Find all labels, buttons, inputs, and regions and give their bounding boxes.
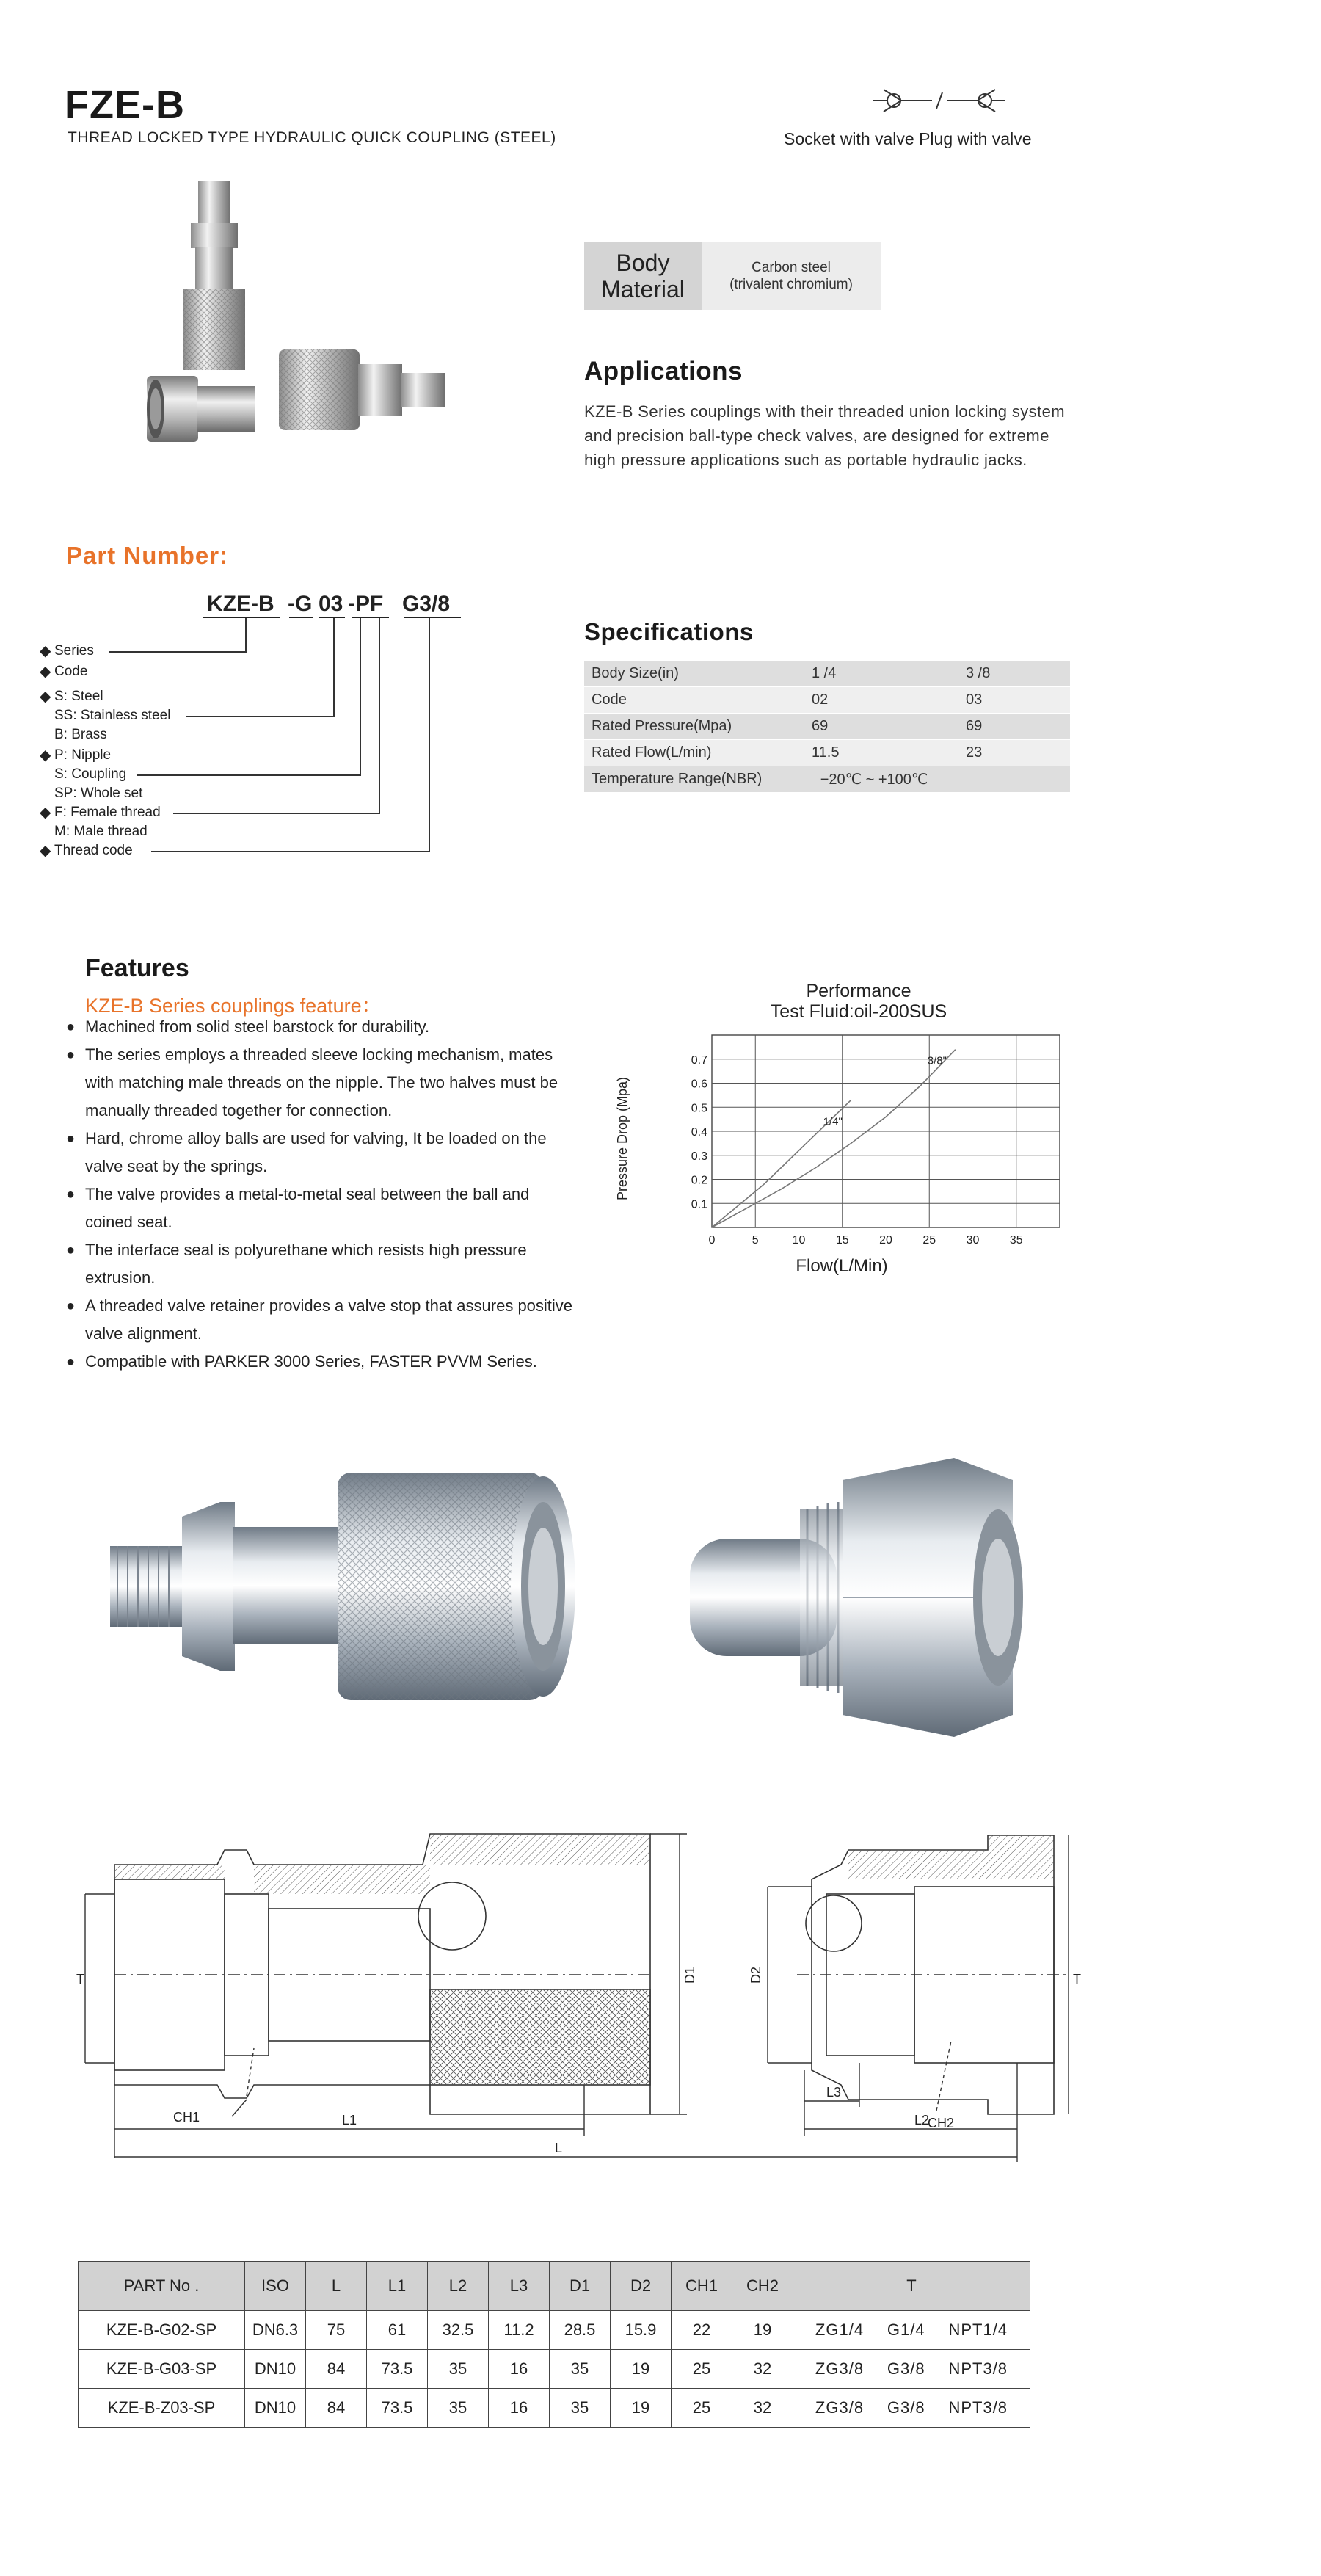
feature-item: ● Hard, chrome alloy balls are used for valving, It be loaded on the valve seat by the springs. [66, 1125, 580, 1180]
cell-part: KZE-B-Z03-SP [79, 2389, 245, 2428]
thread-zg: ZG3/8 [815, 2398, 865, 2417]
cell-L2: 32.5 [428, 2311, 489, 2350]
x-tick-label: 5 [752, 1234, 759, 1247]
dim-label-T2: T [1073, 1972, 1081, 1987]
cell-L: 75 [306, 2311, 367, 2350]
col-header: D1 [550, 2262, 611, 2311]
cell-D2: 19 [611, 2350, 672, 2389]
thread-npt: NPT3/8 [948, 2398, 1008, 2417]
legend-bullet-icon: ◆ [40, 689, 51, 705]
legend-bullet-icon: ◆ [40, 747, 51, 763]
features-list [66, 1013, 580, 1376]
cell-L3: 11.2 [489, 2311, 550, 2350]
connector-line [151, 851, 430, 852]
cell-L: 84 [306, 2350, 367, 2389]
pn-code-size: 03 [319, 592, 343, 616]
performance-chart [609, 1025, 1064, 1289]
feature-item: ● The interface seal is polyurethane which resists high pressure extrusion. [66, 1236, 580, 1292]
pn-underline [319, 617, 345, 618]
table-row [79, 2389, 1030, 2428]
series-label: 1/4" [823, 1115, 843, 1128]
chart-subtitle: Test Fluid:oil-200SUS [770, 1001, 947, 1022]
connector-line [429, 618, 430, 852]
cell-L3: 16 [489, 2350, 550, 2389]
legend-type-1: P: Nipple [54, 747, 112, 763]
col-header: PART No . [79, 2262, 245, 2311]
x-tick-label: 35 [1009, 1234, 1023, 1247]
spec-cell: Code [592, 692, 627, 708]
feature-item: ● The valve provides a metal-to-metal seal between the ball and coined seat. [66, 1180, 580, 1236]
pn-underline [289, 617, 313, 618]
y-tick-label: 0.4 [691, 1126, 707, 1139]
thread-npt: NPT1/4 [948, 2321, 1008, 2339]
part-table [78, 2261, 1030, 2428]
series-label: 3/8" [927, 1054, 947, 1067]
product-photo-assembly [139, 166, 462, 474]
spec-cell: −20℃ ~ +100℃ [820, 772, 928, 788]
col-header: L2 [428, 2262, 489, 2311]
legend-material-3: B: Brass [54, 727, 107, 742]
thread-g: G3/8 [887, 2398, 925, 2417]
spec-cell: 1 /4 [812, 665, 837, 681]
pn-code-material: -G [288, 592, 313, 616]
cell-CH1: 22 [672, 2311, 732, 2350]
thread-group [793, 2359, 1030, 2379]
y-tick-label: 0.7 [691, 1053, 707, 1067]
part-table-header [79, 2262, 1030, 2311]
cell-T [793, 2350, 1030, 2389]
cell-L1: 73.5 [367, 2350, 428, 2389]
pn-code-type: -PF [348, 592, 384, 616]
pn-underline [203, 617, 280, 618]
thread-zg: ZG1/4 [815, 2321, 865, 2339]
cell-L1: 73.5 [367, 2389, 428, 2428]
dim-label-T: T [76, 1972, 84, 1987]
cell-part: KZE-B-G03-SP [79, 2350, 245, 2389]
pn-code-series: KZE-B [207, 592, 274, 616]
legend-thread-code: Thread code [54, 843, 133, 858]
legend-bullet-icon: ◆ [40, 805, 51, 821]
x-tick-label: 10 [792, 1234, 806, 1247]
dim-label-L: L [555, 2141, 563, 2155]
connector-line [109, 651, 247, 653]
thread-g: G3/8 [887, 2359, 925, 2378]
spec-row [584, 740, 1070, 766]
features-heading: Features [85, 954, 189, 982]
dim-label-L2: L2 [914, 2113, 930, 2127]
col-header: T [793, 2262, 1030, 2311]
body-material-label-text: Body Material [601, 250, 685, 302]
spec-cell: 02 [812, 692, 829, 708]
table-row [79, 2350, 1030, 2389]
connector-line [245, 618, 247, 653]
cell-CH2: 32 [732, 2350, 793, 2389]
part-number-heading: Part Number: [66, 542, 229, 569]
specifications-table [584, 661, 1070, 793]
connector-line [186, 716, 335, 717]
cell-T [793, 2311, 1030, 2350]
thread-zg: ZG3/8 [815, 2359, 865, 2378]
y-tick-label: 0.1 [691, 1198, 707, 1211]
col-header: L3 [489, 2262, 550, 2311]
cell-iso: DN10 [245, 2350, 306, 2389]
col-header: L1 [367, 2262, 428, 2311]
cell-CH1: 25 [672, 2350, 732, 2389]
spec-cell: Body Size(in) [592, 665, 679, 681]
pn-underline [404, 617, 461, 618]
dim-label-D1: D1 [683, 1966, 697, 1984]
x-tick-label: 25 [922, 1234, 936, 1247]
nipple-photo [646, 1451, 1071, 1744]
connector-line [379, 618, 380, 814]
applications-text: KZE-B Series couplings with their threaded union locking system and precision ball-type check valves, are designed for extreme high pressure applications such as portable hydraulic jacks. [584, 402, 1065, 469]
feature-item: ● Machined from solid steel barstock for durability. [66, 1013, 580, 1041]
spec-row [584, 687, 1070, 714]
col-header: CH2 [732, 2262, 793, 2311]
spec-cell: 69 [812, 718, 829, 734]
spec-cell: Temperature Range(NBR) [592, 771, 763, 787]
cell-D1: 35 [550, 2389, 611, 2428]
thread-group [793, 2321, 1030, 2340]
legend-series: Series [54, 643, 94, 658]
spec-row [584, 661, 1070, 687]
chart-title: Performance [806, 981, 911, 1001]
cell-L3: 16 [489, 2389, 550, 2428]
cell-L: 84 [306, 2389, 367, 2428]
col-header: ISO [245, 2262, 306, 2311]
y-tick-label: 0.2 [691, 1174, 707, 1187]
connector-line [333, 618, 335, 717]
cell-D2: 15.9 [611, 2311, 672, 2350]
features-subheading: KZE-B Series couplings feature： [85, 995, 382, 1017]
thread-g: G1/4 [887, 2321, 925, 2339]
cell-L1: 61 [367, 2311, 428, 2350]
y-tick-label: 0.3 [691, 1150, 707, 1163]
cell-CH2: 32 [732, 2389, 793, 2428]
cell-L2: 35 [428, 2389, 489, 2428]
body-material-box [584, 242, 881, 310]
feature-item: ● A threaded valve retainer provides a valve stop that assures positive valve alignment. [66, 1292, 580, 1348]
spec-cell: 23 [966, 744, 983, 761]
cell-D1: 35 [550, 2350, 611, 2389]
spec-cell: 11.5 [812, 744, 840, 761]
y-tick-label: 0.6 [691, 1078, 707, 1091]
cell-iso: DN6.3 [245, 2311, 306, 2350]
spec-cell: 03 [966, 692, 983, 708]
legend-bullet-icon: ◆ [40, 664, 51, 680]
cell-part: KZE-B-G02-SP [79, 2311, 245, 2350]
spec-cell: Rated Pressure(Mpa) [592, 718, 732, 734]
symbol-caption: Socket with valve Plug with valve [784, 129, 1032, 148]
cell-L2: 35 [428, 2350, 489, 2389]
connector-line [137, 774, 361, 776]
product-title: FZE-B [65, 83, 185, 127]
thread-group [793, 2398, 1030, 2417]
dim-label-L3: L3 [826, 2085, 842, 2100]
feature-item: ● Compatible with PARKER 3000 Series, FASTER PVVM Series. [66, 1348, 580, 1376]
legend-material-2: SS: Stainless steel [54, 708, 171, 723]
dim-label-CH1: CH1 [173, 2110, 200, 2125]
x-axis-label: Flow(L/Min) [796, 1256, 888, 1276]
pn-code-thread: G3/8 [402, 592, 451, 616]
legend-bullet-icon: ◆ [40, 643, 51, 659]
spec-row [584, 766, 1070, 793]
cell-iso: DN10 [245, 2389, 306, 2428]
valve-symbol-icon [873, 82, 1005, 119]
cell-D2: 19 [611, 2389, 672, 2428]
series-line [712, 1050, 956, 1227]
y-tick-label: 0.5 [691, 1102, 707, 1115]
legend-code: Code [54, 664, 88, 679]
legend-type-3: SP: Whole set [54, 786, 143, 801]
pn-underline [352, 617, 389, 618]
cell-CH2: 19 [732, 2311, 793, 2350]
y-axis-label: Pressure Drop (Mpa) [615, 1076, 630, 1201]
col-header: L [306, 2262, 367, 2311]
legend-thread-1: F: Female thread [54, 805, 161, 820]
cell-CH1: 25 [672, 2389, 732, 2428]
spec-cell: 69 [966, 718, 983, 734]
dim-label-CH2: CH2 [928, 2116, 955, 2130]
spec-cell: Rated Flow(L/min) [592, 744, 712, 761]
col-header: CH1 [672, 2262, 732, 2311]
spec-cell: 3 /8 [966, 665, 991, 681]
connector-line [173, 813, 380, 814]
body-material-value-text: Carbon steel (trivalent chromium) [729, 260, 853, 292]
product-subtitle: THREAD LOCKED TYPE HYDRAULIC QUICK COUPLING (STEEL) [68, 129, 556, 146]
cell-T [793, 2389, 1030, 2428]
cell-D1: 28.5 [550, 2311, 611, 2350]
legend-type-2: S: Coupling [54, 766, 127, 782]
x-tick-label: 30 [966, 1234, 980, 1247]
technical-drawing [70, 1821, 1083, 2166]
body-material-label [584, 242, 702, 310]
applications-heading: Applications [584, 357, 743, 385]
x-tick-label: 15 [835, 1234, 849, 1247]
legend-bullet-icon: ◆ [40, 843, 51, 859]
table-row [79, 2311, 1030, 2350]
dim-label-D2: D2 [749, 1966, 763, 1984]
connector-line [360, 618, 361, 776]
dim-label-L1: L1 [342, 2113, 357, 2127]
x-tick-label: 0 [708, 1234, 716, 1247]
x-tick-label: 20 [879, 1234, 892, 1247]
col-header: D2 [611, 2262, 672, 2311]
spec-row [584, 714, 1070, 740]
body-material-value [702, 242, 881, 310]
legend-material-1: S: Steel [54, 689, 103, 704]
specifications-heading: Specifications [584, 618, 754, 645]
thread-npt: NPT3/8 [948, 2359, 1008, 2378]
legend-thread-2: M: Male thread [54, 824, 148, 839]
feature-item: ● The series employs a threaded sleeve locking mechanism, mates with matching male threads on the nipple. The two halves must be manually threaded together for connection. [66, 1041, 580, 1125]
coupling-photo [95, 1451, 594, 1722]
